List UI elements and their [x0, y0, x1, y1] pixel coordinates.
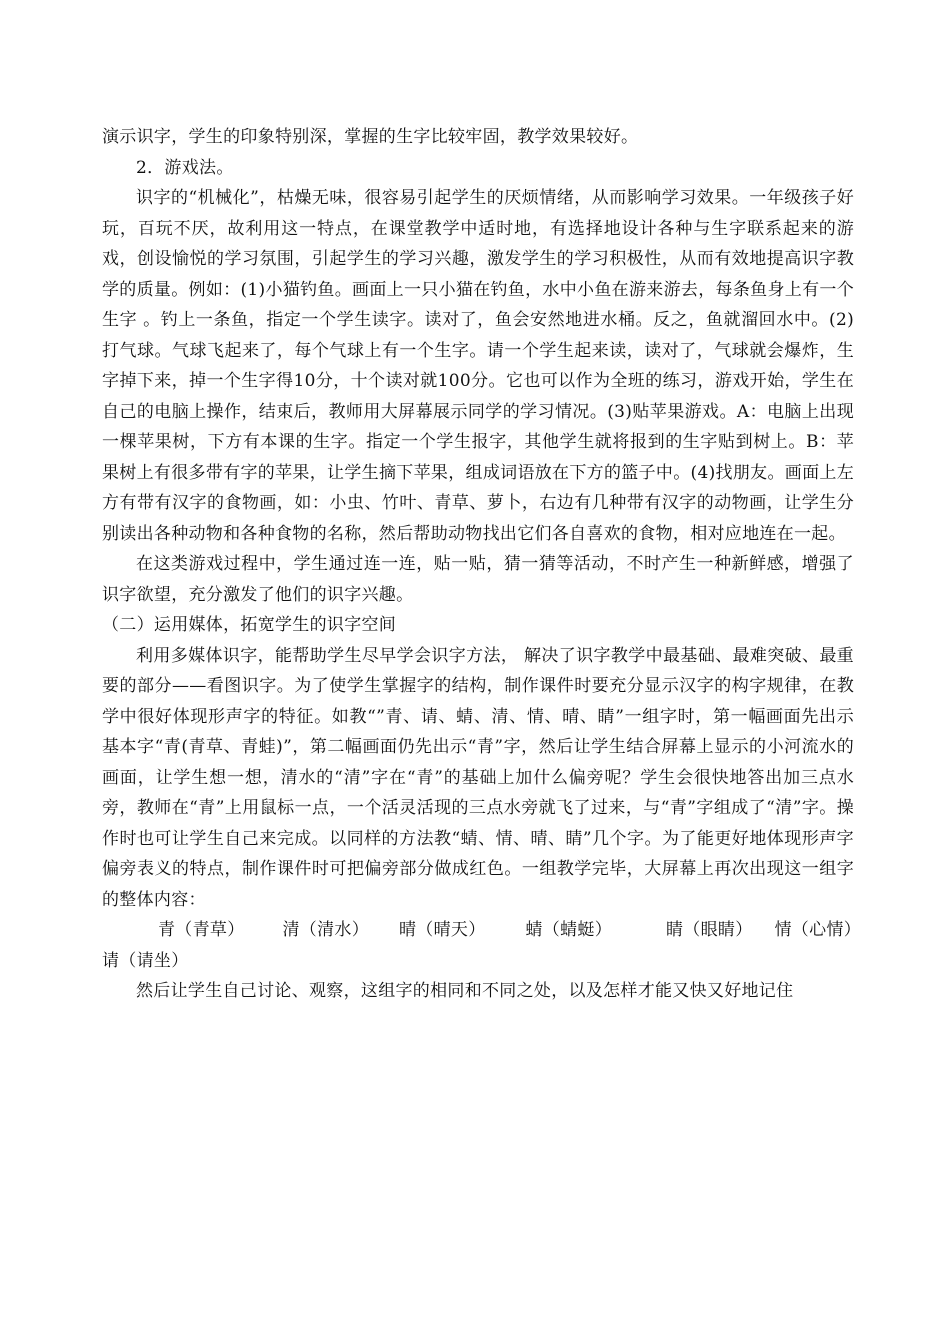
game-summary-paragraph: 在这类游戏过程中，学生通过连一连，贴一贴，猜一猜等活动，不时产生一种新鲜感，增强了识字欲望，充分激发了他们的识字兴趣。 [102, 554, 854, 605]
closing-paragraph: 然后让学生自己讨论、观察，这组字的相同和不同之处，以及怎样才能又快又好地记住 [136, 981, 794, 1001]
intro-line: 演示识字，学生的印象特别深，掌握的生字比较牢固，教学效果较好。 [102, 127, 639, 147]
char-group-item: 蜻（蜻蜓） [525, 920, 612, 940]
character-group-row [102, 915, 861, 946]
game-method-heading: 2．游戏法。 [136, 157, 234, 178]
char-group-item: 晴（晴天） [399, 920, 486, 940]
char-group-last: 请（请坐） [102, 950, 189, 971]
char-group-item: 睛（眼睛） [666, 920, 753, 940]
char-group-item: 清（清水） [282, 920, 369, 940]
document-body [102, 122, 861, 1007]
char-group-item: 情（心情） [774, 920, 861, 940]
media-section-heading: （二）运用媒体，拓宽学生的识字空间 [102, 615, 397, 635]
game-method-paragraph: 识字的“机械化”，枯燥无味，很容易引起学生的厌烦情绪，从而影响学习效果。一年级孩子好玩，百玩不厌，故利用这一特点，在课堂教学中适时地，有选择地设计各种与生字联系起来的游戏，创设愉悦的学习氛围，引起学生的学习兴趣，激发学生的学习积极性，从而有效地提高识字教学的质量。例如：(1)小猫钓鱼。画面上一只小猫在钓鱼，水中小鱼在游来游去，每条鱼身上有一个生字 。钓上一条鱼，指定一个学生读字。读对了，鱼会安然地进水桶。反之，鱼就溜回水中。(2)打气球。气球飞起来了，每个气球上有一个生字。请一个学生起来读，读对了，气球就会爆炸，生字掉下来，掉一个生字得10分，十个读对就100分。它也可以作为全班的练习，游戏开始，学生在自己的电脑上操作，结束后，教师用大屏幕展示同学的学习情况。(3)贴苹果游戏。A：电脑上出现一棵苹果树，下方有本课的生字。指定一个学生报字，其他学生就将报到的生字贴到树上。B：苹果树上有很多带有字的苹果，让学生摘下苹果，组成词语放在下方的篮子中。(4)找朋友。画面上左方有带有汉字的食物画，如：小虫、竹叶、青草、萝卜，右边有几种带有汉字的动物画，让学生分别读出各种动物和各种食物的名称，然后帮助动物找出它们各自喜欢的食物，相对应地连在一起。 [102, 188, 854, 544]
char-group-item: 青（青草） [158, 920, 245, 940]
media-paragraph: 利用多媒体识字，能帮助学生尽早学会识字方法， 解决了识字教学中最基础、最难突破、最重要的部分——看图识字。为了使学生掌握字的结构，制作课件时要充分显示汉字的构字规律，在教学中很好体现形声字的特征。如教“”青、请、蜻、清、情、晴、睛”一组字时，第一幅画面先出示基本字“青(青草、青蛙)”，第二幅画面仍先出示“青”字，然后让学生结合屏幕上显示的小河流水的画面，让学生想一想，清水的“清”字在“青”的基础上加什么偏旁呢？学生会很快地答出加三点水旁，教师在“青”上用鼠标一点，一个活灵活现的三点水旁就飞了过来，与“青”字组成了“清”字。操作时也可让学生自己来完成。以同样的方法教“蜻、情、晴、睛”几个字。为了能更好地体现形声字偏旁表义的特点，制作课件时可把偏旁部分做成红色。一组教学完毕，大屏幕上再次出现这一组字的整体内容： [102, 645, 854, 910]
